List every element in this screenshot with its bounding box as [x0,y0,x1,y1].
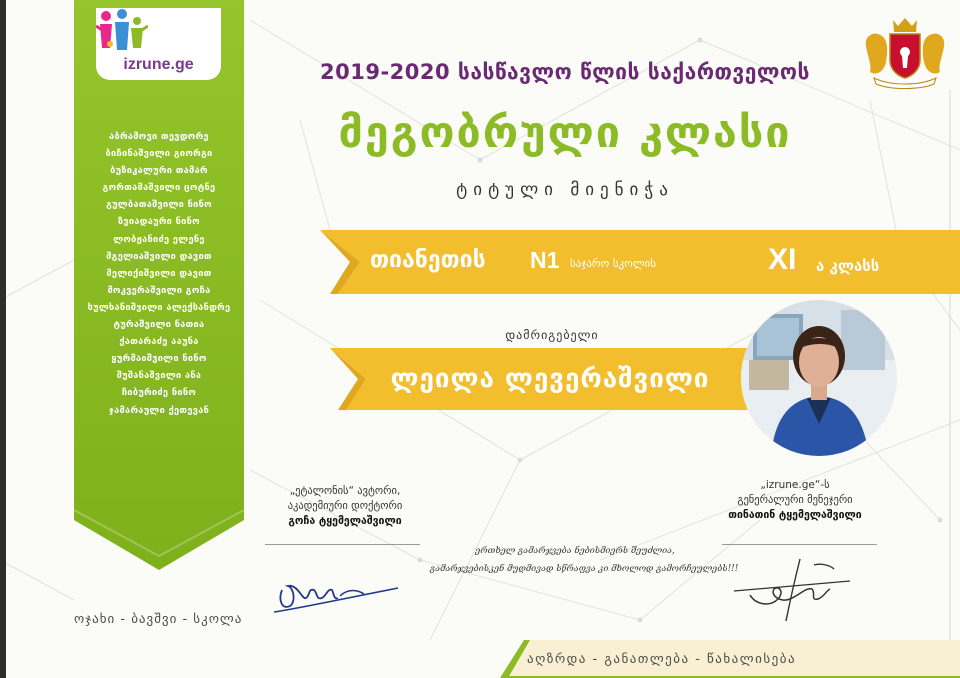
student-name: ტურაშვილი ნათია [113,319,205,331]
signer-name: გოჩა ტყემელაშვილი [288,515,402,527]
signer-role-line: „ეტალონის“ ავტორი, [289,485,401,497]
school-line [370,243,930,281]
teacher-photo [741,300,897,456]
certificate-title: მეგობრული კლასი [338,108,792,158]
student-name: მგელიაშვილი დავით [106,250,212,262]
student-name: ქათარაძე ააუნა [119,336,199,348]
motto-left: ოჯახი - ბავშვი - სკოლა [74,612,243,627]
motto-right: აღზრდა - განათლება - წახალისება [527,652,797,667]
signer-name: თინათინ ტყემელაშვილი [728,509,862,521]
student-name: ჩიბურიძე ნინო [121,387,197,399]
quote-line: გამარჯვებისკენ მუდმივად სწრაფვა კი მხოლოდ გამორჩეულებს!!! [430,564,739,574]
year-title: 2019-2020 სასწავლო წლის საქართველოს [320,60,810,84]
student-name: გულბათაშვილი ნინო [106,199,212,211]
izrune-logo [96,8,221,80]
student-name: შუშანაშვილი ანა [116,370,202,382]
signer-role-line: აკადემიური დოქტორი [287,500,403,512]
teacher-name: ლეილა ლევერაშვილი [390,364,710,394]
names-ribbon [74,0,244,570]
student-name: მელიქიშვილი დავით [106,267,212,279]
student-name: გორთამაშვილი ცოტნე [102,182,216,194]
quote [430,542,739,578]
student-name: ლობჟანიძე ელენე [113,233,205,245]
quote-line: ერთხელ გამარჯვება ნებისმიერს შეუძლია, [475,546,675,556]
student-name: ზვიადაური ნინო [118,216,200,228]
student-name: მოკვერაშვილი გოჩა [107,284,211,296]
school-name: თიანეთის [370,247,486,273]
class-suffix: ა კლასს [816,257,880,275]
signature-block-left [250,484,440,529]
logo-text: izrune.ge [123,56,194,73]
signer-role-line: გენერალური მენეჯერი [737,494,853,506]
student-name: ყურმაიშვილი ნინო [111,353,207,365]
signer-role-line: „izrune.ge“-ს [760,479,830,491]
family-figures-icon [96,8,148,52]
student-name: ბიჩინაშვილი გიორგი [105,148,213,160]
class-name: XI [768,243,797,276]
teacher-portrait [741,300,897,456]
teacher-label: დამრიგებელი [505,328,599,342]
school-type: საჯარო სკოლის [570,257,656,270]
student-name: აბრამოვი თევდორე [109,131,209,142]
student-name: სულხანიშვილი ალექსანდრე [87,301,231,313]
coat-of-arms-icon [860,16,950,90]
signature-block-right [700,478,890,523]
student-list [74,128,244,419]
student-name: ჯამარაული ქეთევან [108,404,210,416]
handwritten-signature-left [268,570,403,620]
student-name: ბუზიკალური თამარ [110,165,208,177]
school-number: N1 [530,247,560,273]
signature-divider [722,544,877,545]
handwritten-signature-right [730,555,855,625]
certificate-subtitle: ტიტული მიენიჭა [456,180,674,200]
signature-divider [265,544,420,545]
